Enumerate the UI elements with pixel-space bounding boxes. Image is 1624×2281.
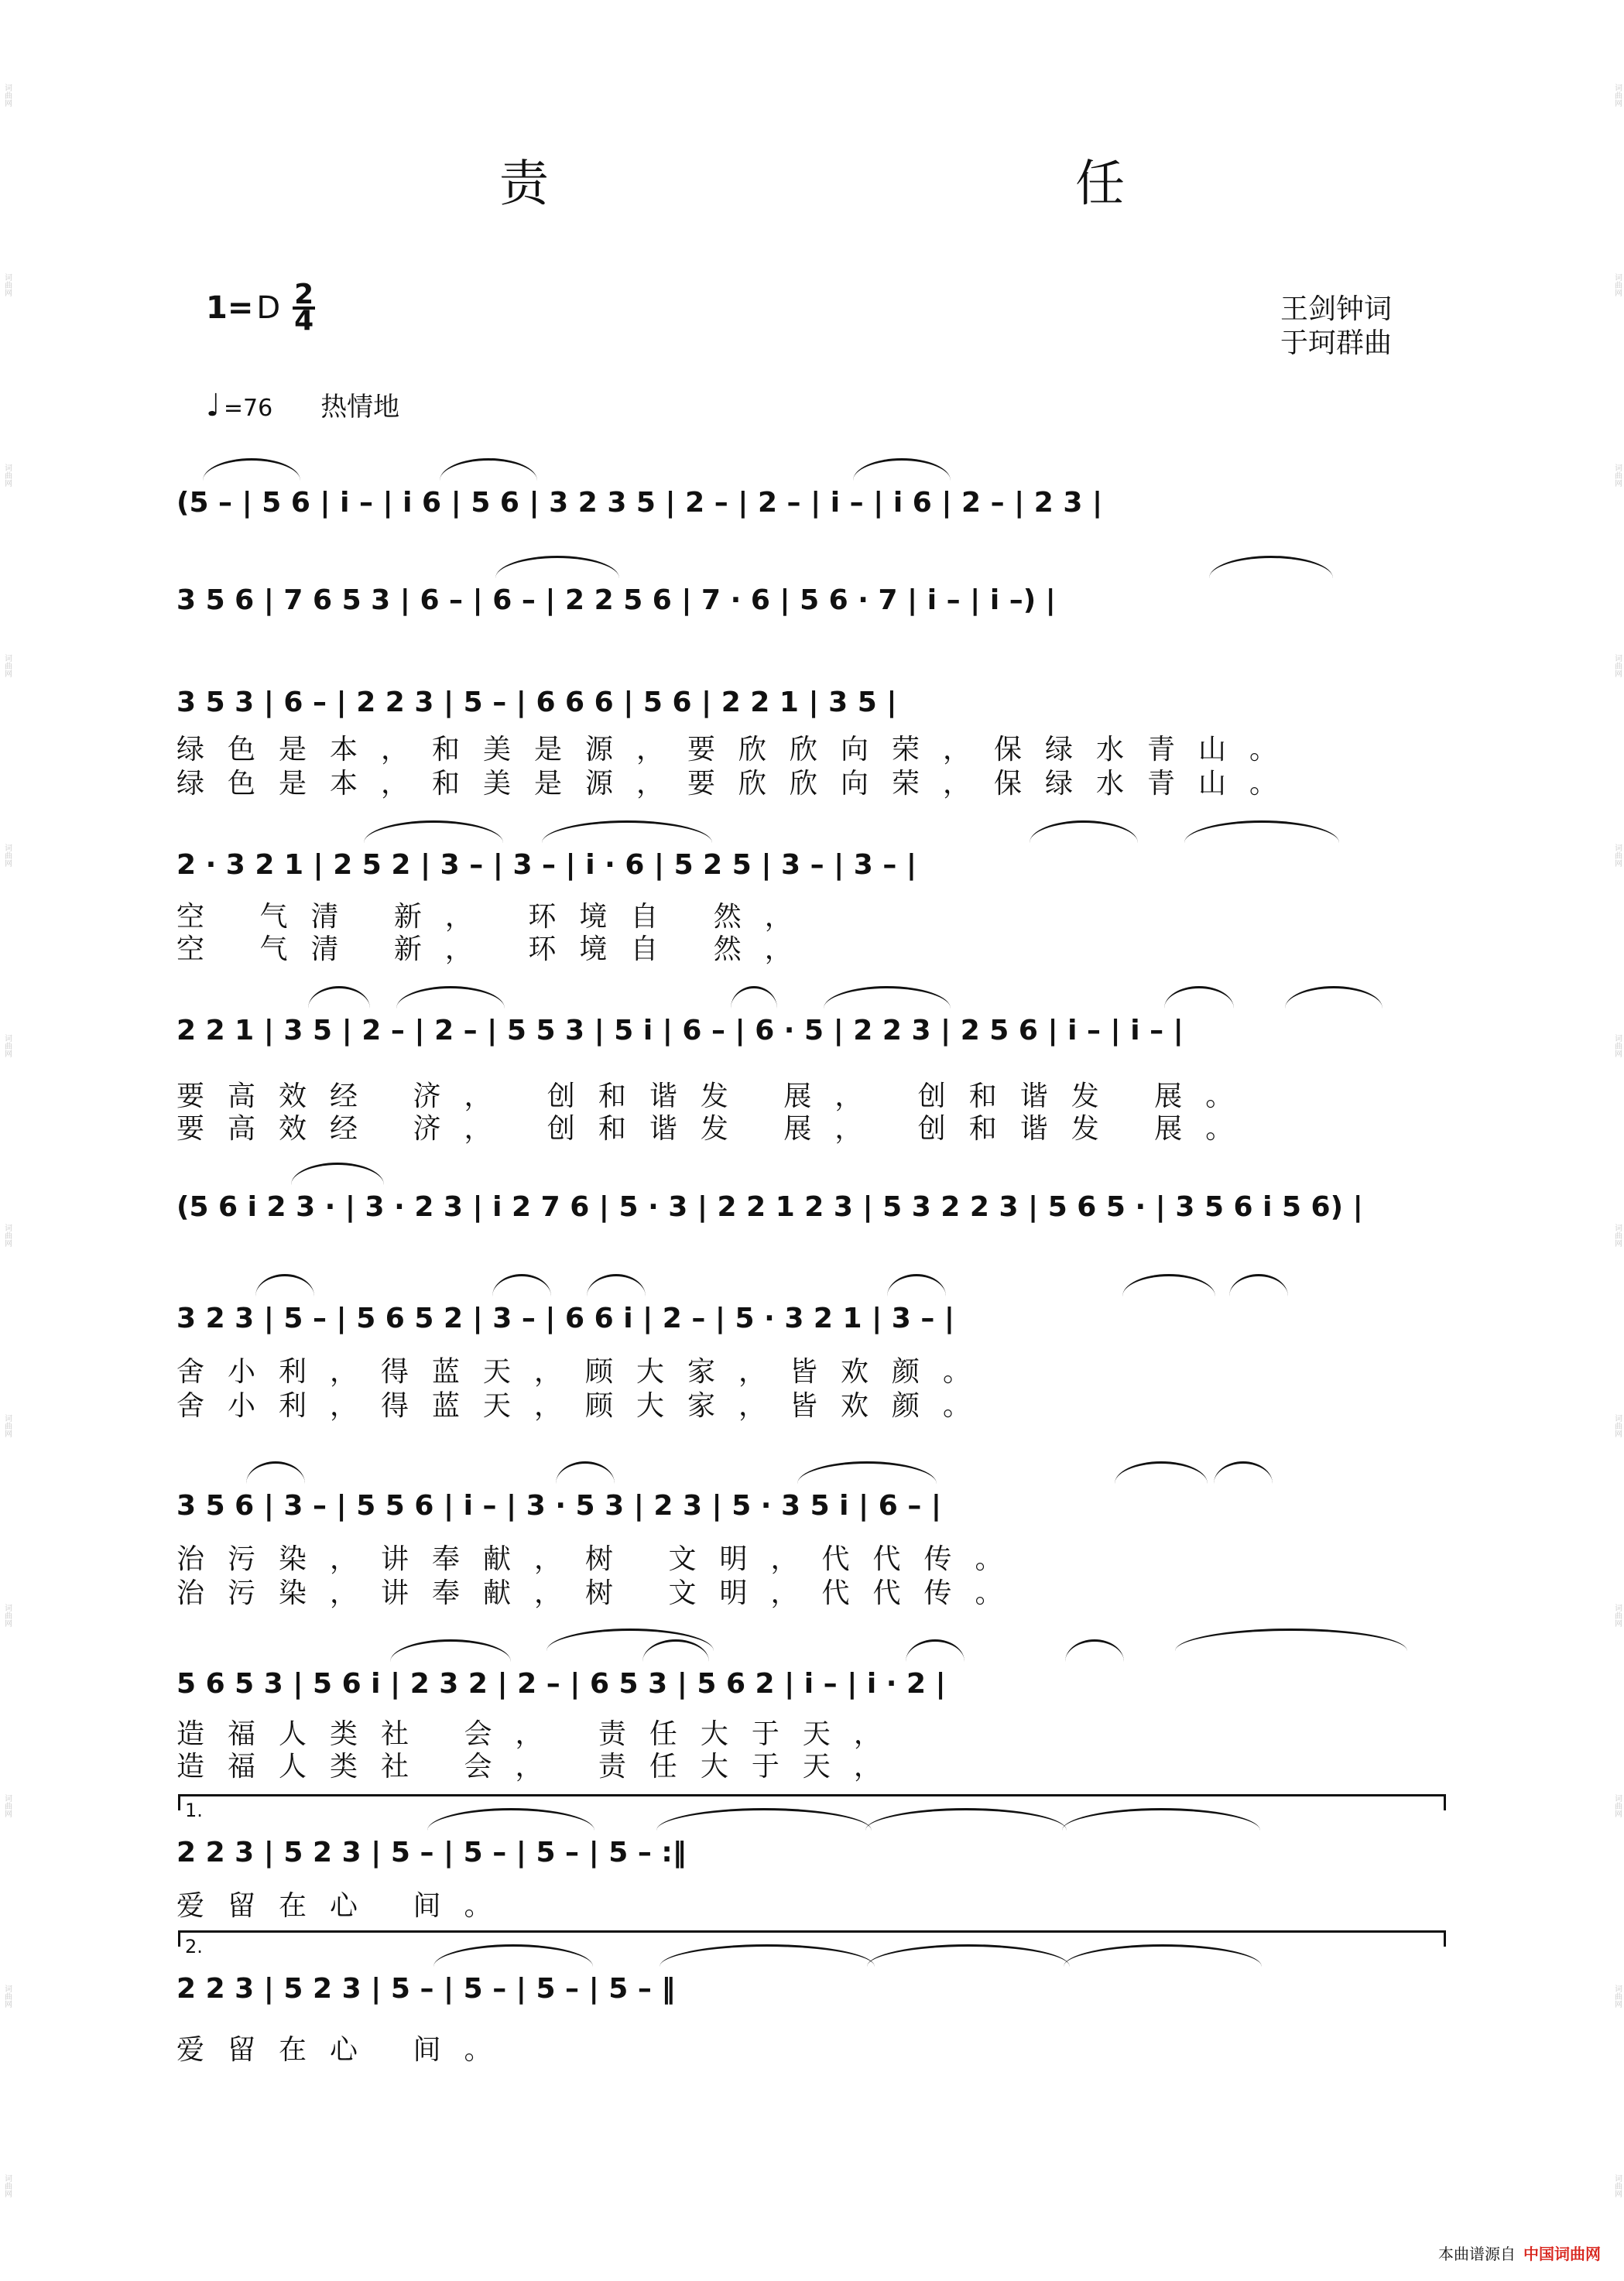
score-row-10: [176, 1825, 1455, 1879]
slur: [1229, 1274, 1288, 1296]
slur: [1285, 986, 1382, 1009]
lyric-line: 爱留在心 间。: [176, 1890, 516, 1922]
lyric-line: 造福人类社 会， 责任大于天，: [176, 1751, 905, 1783]
notation-line: 3 5 3 | 6 – | 2 2 3 | 5 – | 6 6 6 | 5 6 | 2 2 1 | 3 5 |: [176, 686, 897, 718]
side-watermark: 词曲网: [1612, 844, 1622, 868]
volta-label: 2.: [185, 1936, 203, 1957]
score-row-3: [176, 675, 1455, 729]
slur: [1164, 986, 1234, 1009]
slur: [556, 1461, 615, 1484]
key-signature: [206, 279, 315, 337]
side-watermark: 词曲网: [2, 2174, 12, 2198]
left-watermark-strip: [0, 0, 14, 2281]
slur: [433, 1944, 593, 1967]
slur: [255, 1274, 314, 1296]
lyric-line: 要高效经 济， 创和谐发 展， 创和谐发 展。: [176, 1081, 1257, 1112]
lyric-line: 治污染，讲奉献，树 文明，代代传。: [176, 1543, 1026, 1575]
notation-line: (5 6 i 2 3 · | 3 · 2 3 | i 2 7 6 | 5 · 3 | 2 2 1 2 3 | 5 3 2 2 3 | 5 6 5 · | 3 5 6 i 5 6) |: [176, 1190, 1363, 1223]
time-denominator: 4: [294, 305, 314, 337]
slur: [203, 458, 300, 481]
slur: [797, 1461, 937, 1484]
credits: [1280, 293, 1392, 361]
slur: [1064, 1944, 1262, 1967]
side-watermark: 词曲网: [1612, 1793, 1622, 1817]
lyric-line: 舍小利，得蓝天，顾大家，皆欢颜。: [176, 1356, 995, 1388]
side-watermark: 词曲网: [1612, 2174, 1622, 2198]
slur: [308, 986, 370, 1009]
time-signature: [293, 279, 315, 337]
score-row-2: [176, 573, 1455, 627]
slur: [492, 1274, 551, 1296]
time-numerator: 2: [294, 279, 314, 310]
notation-line: 2 · 3 2 1 | 2 5 2 | 3 – | 3 – | i · 6 | 5 2 5 | 3 – | 3 – |: [176, 848, 917, 881]
slur: [1209, 556, 1333, 578]
side-watermark: 词曲网: [1612, 653, 1622, 677]
slur: [291, 1163, 384, 1185]
side-watermark: 词曲网: [1612, 1224, 1622, 1248]
slur: [1065, 1639, 1124, 1662]
song-title: 责 任: [499, 156, 1381, 213]
score-row-1: [176, 475, 1455, 529]
side-watermark: 词曲网: [2, 1033, 12, 1057]
lyric-line: 绿色是本，和美是源，要欣欣向荣，保绿水青山。: [176, 734, 1301, 765]
volta-bracket-2: [178, 1930, 1446, 1957]
score-row-5: [176, 1003, 1455, 1057]
slur: [853, 458, 951, 481]
side-watermark: 词曲网: [2, 83, 12, 107]
slur: [427, 1808, 594, 1831]
notation-line: (5 – | 5 6 | i – | i 6 | 5 6 | 3 2 3 5 | 2 – | 2 – | i – | i 6 | 2 – | 2 3 |: [176, 486, 1103, 519]
side-watermark: 词曲网: [1612, 273, 1622, 297]
side-watermark: 词曲网: [2, 1604, 12, 1628]
quarter-note-icon: ♩: [206, 388, 221, 423]
source-site-link[interactable]: 中国词曲网: [1523, 2245, 1601, 2263]
lyric-line: 造福人类社 会， 责任大于天，: [176, 1718, 905, 1750]
notation-line: 2 2 3 | 5 2 3 | 5 – | 5 – | 5 – | 5 – ‖: [176, 1972, 676, 2005]
side-watermark: 词曲网: [1612, 83, 1622, 107]
volta-label: 1.: [185, 1800, 203, 1821]
volta-bracket-1: [178, 1794, 1446, 1821]
slur: [1214, 1461, 1273, 1484]
lyric-line: 治污染，讲奉献，树 文明，代代传。: [176, 1577, 1026, 1609]
key-name: D: [256, 290, 281, 326]
score-row-9: [176, 1656, 1455, 1711]
lyric-line: 绿色是本，和美是源，要欣欣向荣，保绿水青山。: [176, 768, 1301, 800]
footer-source: [1438, 2242, 1601, 2264]
slur: [364, 820, 503, 843]
side-watermark: 词曲网: [2, 844, 12, 868]
score-row-6: [176, 1180, 1455, 1234]
slur: [1115, 1461, 1208, 1484]
slur: [396, 986, 505, 1009]
side-watermark: 词曲网: [1612, 1033, 1622, 1057]
composer-credit: 于珂群曲: [1280, 327, 1393, 359]
slur: [1175, 1629, 1407, 1651]
side-watermark: 词曲网: [1612, 1413, 1622, 1437]
notation-line: 3 5 6 | 3 – | 5 5 6 | i – | 3 · 5 3 | 2 3 | 5 · 3 5 i | 6 – |: [176, 1489, 941, 1522]
slur: [660, 1944, 875, 1967]
slur: [865, 1808, 1067, 1831]
right-watermark-strip: [1610, 0, 1624, 2281]
slur: [440, 458, 537, 481]
slur: [246, 1461, 305, 1484]
expression-marking: 热情地: [320, 392, 400, 423]
notation-line: 3 5 6 | 7 6 5 3 | 6 – | 6 – | 2 2 5 6 | 7 · 6 | 5 6 · 7 | i – | i –) |: [176, 584, 1056, 616]
slur: [731, 986, 777, 1009]
side-watermark: 词曲网: [2, 1984, 12, 2008]
slur: [390, 1639, 511, 1662]
slur: [824, 986, 951, 1009]
lyric-line: 要高效经 济， 创和谐发 展， 创和谐发 展。: [176, 1113, 1257, 1145]
slur: [656, 1808, 872, 1831]
slur: [542, 820, 712, 843]
slur: [887, 1274, 946, 1296]
side-watermark: 词曲网: [1612, 463, 1622, 487]
slur: [1184, 820, 1339, 843]
key-prefix: 1=: [206, 290, 254, 326]
side-watermark: 词曲网: [2, 1793, 12, 1817]
score-row-8: [176, 1478, 1455, 1533]
tempo-marking: [206, 385, 399, 423]
score-row-11: [176, 1961, 1455, 2016]
lyric-line: 爱留在心 间。: [176, 2034, 516, 2066]
side-watermark: 词曲网: [2, 653, 12, 677]
score-row-7: [176, 1291, 1455, 1345]
tempo-bpm: =76: [223, 395, 273, 422]
side-watermark: 词曲网: [2, 1224, 12, 1248]
notation-line: 2 2 1 | 3 5 | 2 – | 2 – | 5 5 3 | 5 i | 6 – | 6 · 5 | 2 2 3 | 2 5 6 | i – | i – |: [176, 1014, 1184, 1046]
side-watermark: 词曲网: [2, 1413, 12, 1437]
slur: [1062, 1808, 1260, 1831]
source-label: 本曲谱源自: [1438, 2245, 1516, 2263]
lyric-line: 舍小利，得蓝天，顾大家，皆欢颜。: [176, 1390, 995, 1422]
score-row-4: [176, 837, 1455, 892]
notation-line: 2 2 3 | 5 2 3 | 5 – | 5 – | 5 – | 5 – :‖: [176, 1836, 687, 1868]
slur: [906, 1639, 964, 1662]
side-watermark: 词曲网: [1612, 1604, 1622, 1628]
lyric-line: 空 气清 新， 环境自 然，: [176, 901, 816, 933]
slur: [867, 1944, 1070, 1967]
notation-line: 5 6 5 3 | 5 6 i | 2 3 2 | 2 – | 6 5 3 | 5 6 2 | i – | i · 2 |: [176, 1667, 946, 1700]
notation-line: 3 2 3 | 5 – | 5 6 5 2 | 3 – | 6 6 i | 2 – | 5 · 3 2 1 | 3 – |: [176, 1302, 955, 1334]
slur: [495, 556, 619, 578]
lyricist-credit: 王剑钟词: [1280, 293, 1393, 325]
side-watermark: 词曲网: [2, 463, 12, 487]
side-watermark: 词曲网: [2, 273, 12, 297]
side-watermark: 词曲网: [1612, 1984, 1622, 2008]
lyric-line: 空 气清 新， 环境自 然，: [176, 933, 816, 965]
slur: [1122, 1274, 1215, 1296]
slur: [587, 1274, 646, 1296]
slur: [1030, 820, 1138, 843]
